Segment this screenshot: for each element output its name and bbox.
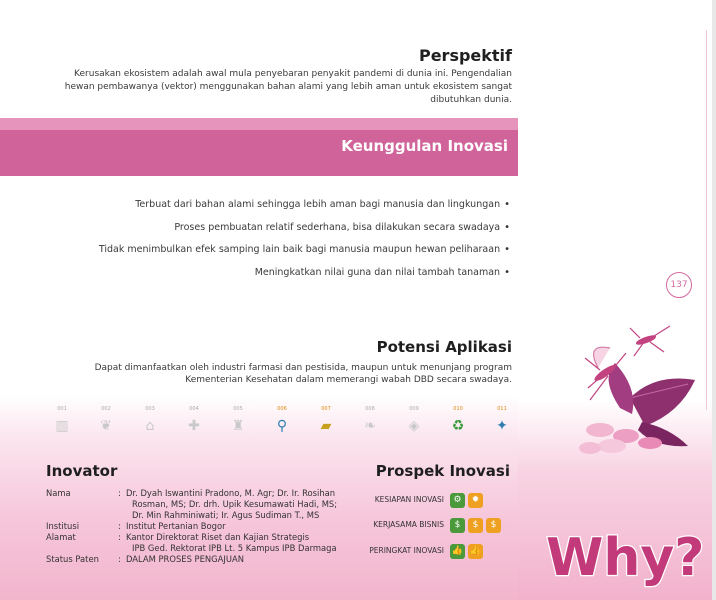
bullet-icon: • [504,199,510,210]
money-bag-icon: $ [450,518,465,533]
list-item [99,221,510,244]
recycle-icon: ♻ [451,418,465,434]
list-item-text: Proses pembuatan relatif sederhana, bisa dilakukan secara swadaya [174,221,501,233]
inovator-label: Institusi [46,521,80,531]
list-item [99,266,510,289]
inovator-label: Status Paten [46,554,99,564]
potensi-title: Potensi Aplikasi [376,338,512,356]
bullet-icon: • [504,244,510,255]
prospek-label: KESIAPAN INOVASI [374,495,444,504]
perspektif-text: Kerusakan ekosistem adalah awal mula penyebaran penyakit pandemi di dunia ini. Pengendalian hewan pembawanya (vektor) menggunakan bahan alami yang lebih aman untuk ekosistem sangat dibutuhkan dunia. [64,69,512,105]
inovator-title: Inovator [46,462,118,480]
mosquito-icon [630,326,670,356]
fish-icon: ◈ [408,418,420,434]
brain-icon: ❦ [100,418,112,434]
money-bag-icon: $ [486,518,501,533]
separator: : [118,488,121,498]
prospek-icons [450,493,486,512]
perspektif-title: Perspektif [418,46,512,65]
sector-number: 007 [321,406,331,412]
keunggulan-list [99,198,510,288]
sector-number: 004 [189,406,199,412]
bullet-icon: • [504,266,510,278]
city-icon: ♜ [231,418,245,434]
bullet-icon: • [504,221,510,233]
sector-number: 009 [409,406,419,412]
list-item [99,198,510,221]
medicine-icon: ✚ [188,418,200,434]
thumbs-up-icon: 👍 [450,544,465,559]
magnifier-icon: ⚲ [276,418,288,434]
why-text: Why? [546,528,705,588]
separator: : [118,521,121,531]
sector-icon-cell [440,406,476,444]
sector-icon-cell [132,406,168,444]
mosquito-leaf-illustration [560,318,710,478]
list-item-text: Terbuat dari bahan alami sehingga lebih aman bagi manusia dan lingkungan [135,199,501,210]
inovator-label: Nama [46,488,71,498]
sector-icon-cell [220,406,256,444]
why-logo [542,505,716,591]
farm-field-icon: ▰ [320,418,332,434]
factory-icon: ⌂ [145,418,155,434]
sector-icon-cell [176,406,212,444]
sector-number: 001 [57,406,67,412]
keunggulan-title: Keunggulan Inovasi [341,137,508,155]
sector-number: 002 [101,406,111,412]
potensi-text: Dapat dimanfaatkan oleh industri farmasi dan pestisida, maupun untuk menunjang program Kementerian Kesehatan dalam memerangi wabah DBD secara swadaya. [94,363,512,385]
inovator-value: Dr. Dyah Iswantini Pradono, M. Agr; Dr. Ir. Rosihan [126,488,336,498]
sector-icon-cell [44,406,80,444]
sector-icon-cell [88,406,124,444]
sector-icon-cell [352,406,388,444]
sector-number: 011 [497,406,507,412]
sector-number: 005 [233,406,243,412]
inovator-value: Kantor Direktorat Riset dan Kajian Strategis [126,532,310,542]
sector-number: 006 [277,406,287,412]
list-item-text: Meningkatkan nilai guna dan nilai tambah tanaman [254,266,501,278]
sector-icon-cell [484,406,520,444]
health-icon: ✦ [496,418,508,434]
sector-number: 010 [453,406,463,412]
separator: : [118,554,121,564]
sector-icon-row [44,406,524,446]
building-icon: ▥ [55,418,69,434]
sector-number: 008 [365,406,375,412]
prospek-icons [450,544,486,563]
leaf-icon: ❧ [364,418,376,434]
inovator-value: Institut Pertanian Bogor [126,521,226,531]
thumbs-up-icon: 👍 [468,544,483,559]
page-number: 137 [666,272,692,298]
sector-icon-cell [264,406,300,444]
money-bag-icon: $ [468,518,483,533]
list-item-text: Tidak menimbulkan efek samping lain baik bagi manusia maupun hewan peliharaan [98,244,501,255]
gear-icon: ⚙ [450,493,465,508]
prospek-label: PERINGKAT INOVASI [369,546,444,555]
keunggulan-band-highlight [0,118,518,130]
inovator-value: DALAM PROSES PENGAJUAN [126,554,244,564]
separator: : [118,532,121,542]
sector-icon-cell [308,406,344,444]
prospek-label: KERJASAMA BISNIS [373,520,444,529]
list-item [99,243,510,266]
prospek-title: Prospek Inovasi [375,462,510,480]
inovator-label: Alamat [46,532,76,542]
sun-gear-icon: ✹ [468,493,483,508]
inovator-value: Rosman, MS; Dr. drh. Upik Kesumawati Hadi, MS; [132,499,338,509]
inovator-value: Dr. Min Rahminiwati; Ir. Agus Sudiman T., MS [132,510,320,520]
sector-icon-cell [396,406,432,444]
sector-number: 003 [145,406,155,412]
prospek-icons [450,518,504,537]
inovator-value: IPB Ged. Rektorat IPB Lt. 5 Kampus IPB Darmaga [132,543,337,553]
